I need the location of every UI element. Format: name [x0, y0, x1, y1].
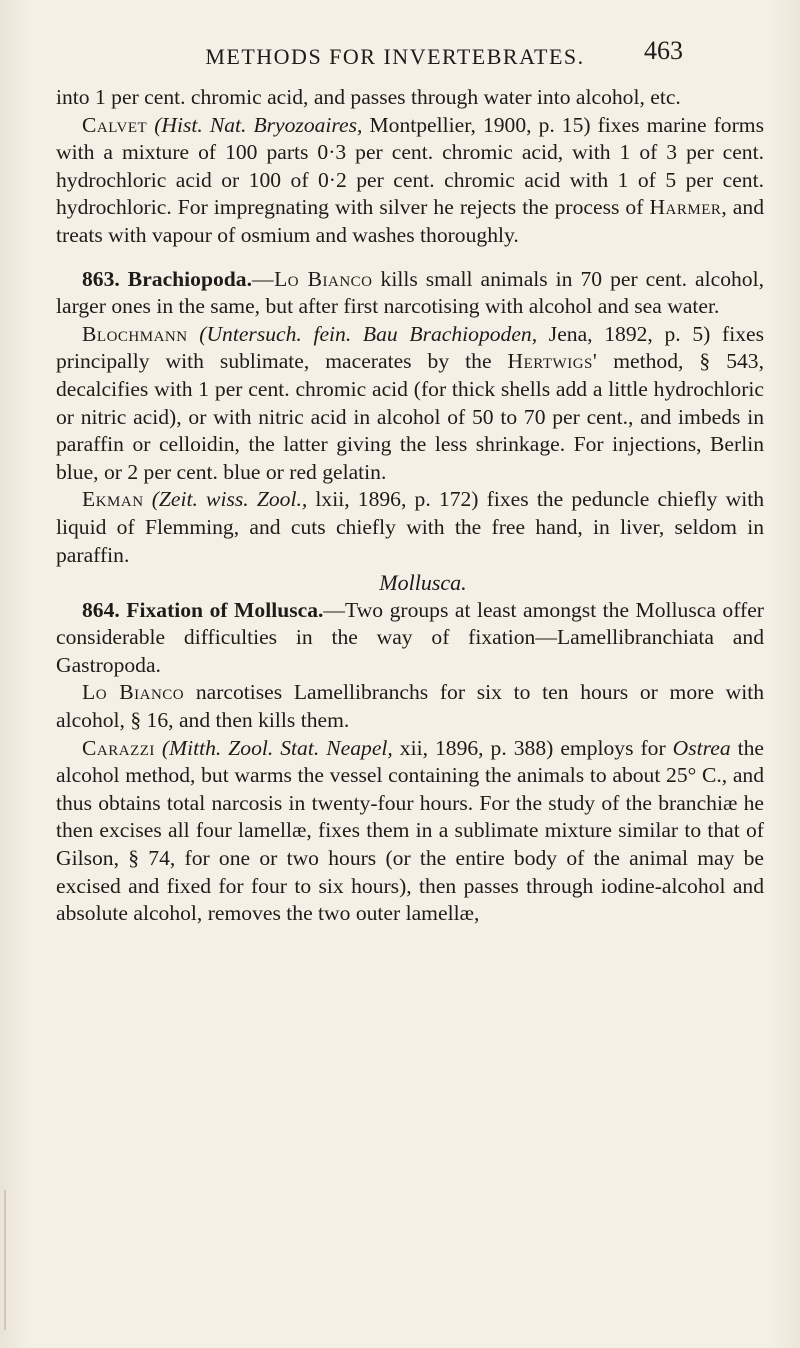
paragraph-continuation: into 1 per cent. chromic acid, and passes through water into alcohol, etc.	[56, 85, 681, 109]
paragraph-lo-bianco	[56, 679, 764, 734]
paragraph-text: xii, 1896, p. 388) employs for	[392, 735, 673, 760]
running-title: METHODS FOR INVERTEBRATES.	[205, 44, 585, 69]
author-name: Calvet	[82, 112, 148, 137]
genus-name: Ostrea	[672, 735, 731, 760]
author-name: Ekman	[82, 487, 144, 512]
paragraph-text: Jena, 1892, p. 5) fixes principally with sublimate, macerates by the	[56, 321, 764, 374]
paragraph-text: the alcohol method, but warms the vessel containing the animals to about 25° C., and thus obtains total narcosis in twenty-four hours. For the study of the branchiæ he then excises all four lamellæ, fixes them in a sublimate mixture similar to that of Gilson, § 74, for one or two hours (or the entire body of the animal may be excised and fixed for four to six hours), then passes through iodine-alcohol and absolute alcohol, removes the two outer lamellæ,	[56, 735, 765, 926]
citation: (Hist. Nat. Bryozoaires,	[154, 112, 363, 137]
author-name: Hertwigs'	[507, 349, 598, 374]
page-edge-shadow	[4, 1190, 6, 1330]
author-name: Lo Bianco	[82, 680, 185, 705]
paragraph-blochmann	[56, 321, 764, 487]
paragraph-text: , and treats with vapour of osmium and washes thoroughly.	[56, 195, 764, 247]
paragraph-carazzi	[56, 735, 764, 928]
citation: (Zeit. wiss. Zool.,	[151, 487, 308, 512]
citation: (Mitth. Zool. Stat. Neapel,	[161, 735, 393, 760]
paragraph-text: kills small animals in 70 per cent. alcohol, larger ones in the same, but after first narcotising with alcohol and sea water.	[56, 266, 764, 319]
paragraph-text: narcotises Lamellibranchs for six to ten hours or more with alcohol, § 16, and then kills them.	[56, 680, 765, 733]
body-text	[56, 84, 764, 928]
section-label: 864. Fixation of Mollusca.	[82, 597, 324, 622]
paragraph-text: —Two groups at least amongst the Mollusca offer considerable difficulties in the way of fixation—Lamellibranchiata and Gastropoda.	[56, 597, 764, 677]
author-name: Carazzi	[82, 735, 155, 760]
section-863	[56, 266, 764, 321]
paragraph-text: method, § 543, decalcifies with 1 per cent. chromic acid (for thick shells add a little hydrochloric or nitric acid), or with nitric acid in alcohol of 50 to 70 per cent., and imbeds in paraffin or celloidin, the latter giving the less shrinkage. For injections, Berlin blue, or 2 per cent. blue or red gelatin.	[56, 349, 764, 484]
author-name: Harmer	[649, 195, 722, 220]
author-name: —Lo Bianco	[251, 266, 373, 291]
paragraph-calvet	[56, 112, 764, 250]
page-number: 463	[644, 36, 683, 65]
paragraph-text: lxii, 1896, p. 172) fixes the peduncle chiefly with liquid of Flemming, and cuts chiefly with the free hand, in liver, seldom in paraffin.	[56, 487, 764, 567]
author-name: Blochmann	[82, 321, 188, 346]
section-heading: Mollusca.	[379, 570, 467, 596]
paragraph-text: Montpellier, 1900, p. 15) fixes marine forms with a mixture of 100 parts 0·3 per cent. chromic acid, with 1 of 3 per cent. hydrochloric acid or 100 of 0·2 per cent. chromic acid with 1 of 5 per cent. hydrochloric. For impregnating with silver he rejects the process of	[56, 112, 764, 220]
citation: (Untersuch. fein. Bau Brachiopoden,	[199, 321, 538, 346]
section-864	[56, 597, 764, 680]
section-label: 863. Brachiopoda.	[82, 266, 252, 291]
paragraph-ekman	[56, 486, 764, 569]
